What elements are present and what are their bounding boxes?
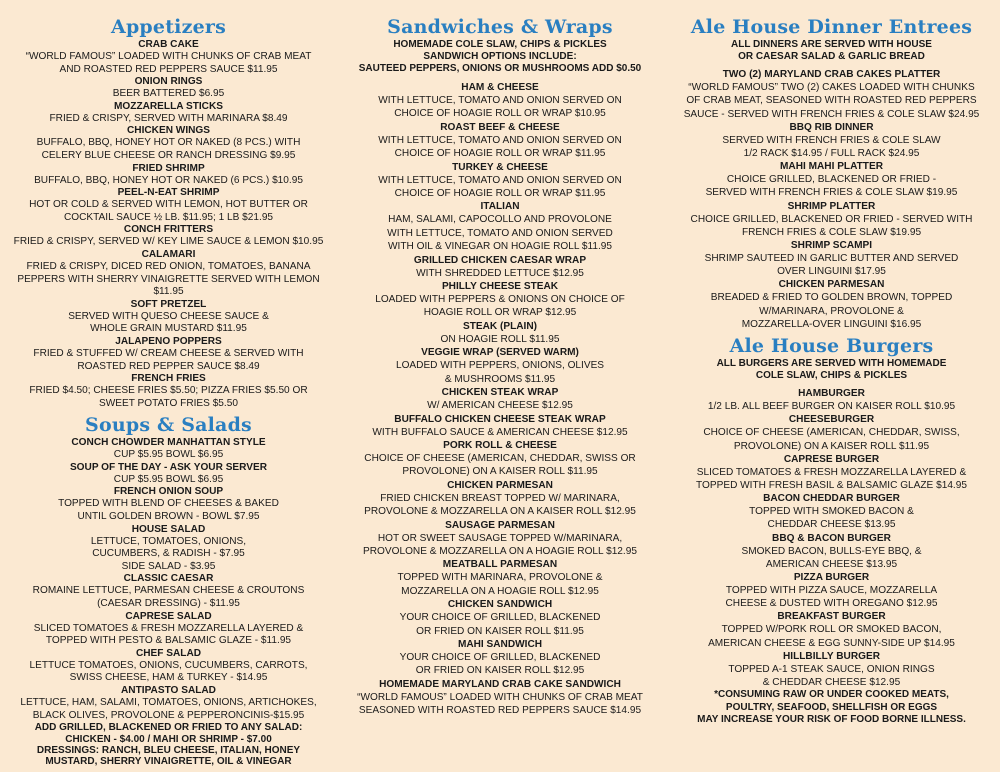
menu-item-description: LETTUCE, TOMATOES, ONIONS, CUCUMBERS, & RADISH - $7.95 SIDE SALAD - $3.95 xyxy=(90,535,247,572)
menu-item xyxy=(339,413,661,439)
menu-item-name: CLASSIC CAESAR xyxy=(123,573,214,585)
menu-item xyxy=(339,386,661,412)
menu-item-description: BEER BATTERED $6.95 xyxy=(112,88,225,100)
menu-item-name: CRAB CAKE xyxy=(138,39,199,50)
menu-item-description: BUFFALO, BBQ, HONEY HOT OR NAKED (6 PCS.) $10.95 xyxy=(34,174,303,186)
menu-item-name: MEATBALL PARMESAN xyxy=(442,559,558,571)
menu-item xyxy=(339,439,661,479)
menu-item xyxy=(10,249,327,299)
section-note: ADD GRILLED, BLACKENED OR FRIED TO ANY SALAD: CHICKEN - $4.00 / MAHI OR SHRIMP - $7.00 DRESSINGS: RANCH, BLEU CHEESE, ITALIAN, HONEY MUSTARD, SHERRY VINAIGRETTE, OIL & VINEGAR xyxy=(34,722,303,768)
section-note: *CONSUMING RAW OR UNDER COOKED MEATS, POULTRY, SEAFOOD, SHELLFISH OR EGGS MAY INCREASE YOUR RISK OF FOOD BORNE ILLNESS. xyxy=(697,689,966,726)
menu-item-name: ANTIPASTO SALAD xyxy=(121,685,216,696)
menu-item-description: BREADED & FRIED TO GOLDEN BROWN, TOPPED W/MARINARA, PROVOLONE & MOZZARELLA-OVER LINGUINI $16.95 xyxy=(710,292,953,330)
menu-item-name: CHICKEN STEAK WRAP xyxy=(441,387,559,399)
menu-item-description: CUP $5.95 BOWL $6.95 xyxy=(113,473,224,485)
menu-item-description: TOPPED A-1 STEAK SAUCE, ONION RINGS & CHEDDAR CHEESE $12.95 xyxy=(728,663,935,689)
menu-item-name: ONION RINGS xyxy=(134,76,203,88)
menu-item-name: CAPRESE BURGER xyxy=(783,453,880,465)
menu-item-name: CONCH CHOWDER MANHATTAN STYLE xyxy=(71,437,266,449)
menu-item-description: HOT OR COLD & SERVED WITH LEMON, HOT BUTTER OR COCKTAIL SAUCE ½ LB. $11.95; 1 LB $21.95 xyxy=(29,199,308,223)
menu-item-description: SERVED WITH FRENCH FRIES & COLE SLAW 1/2 RACK $14.95 / FULL RACK $24.95 xyxy=(722,134,941,159)
menu-item-name: FRENCH ONION SOUP xyxy=(113,486,224,498)
menu-item-name: STEAK (PLAIN) xyxy=(462,320,538,332)
menu-item-description: FRIED & STUFFED W/ CREAM CHEESE & SERVED WITH ROASTED RED PEPPER SAUCE $8.49 xyxy=(33,347,304,372)
menu-item-name: FRIED SHRIMP xyxy=(132,162,205,174)
menu-item-name: CAPRESE SALAD xyxy=(125,610,212,622)
menu-item-description: LOADED WITH PEPPERS, ONIONS, OLIVES & MUSHROOMS $11.95 xyxy=(395,360,605,385)
menu-item xyxy=(10,437,327,462)
section-intro-line: SANDWICH OPTIONS INCLUDE: xyxy=(423,51,577,62)
menu-item-name: CONCH FRITTERS xyxy=(123,224,214,236)
menu-item xyxy=(339,161,661,201)
menu-item-description: WITH BUFFALO SAUCE & AMERICAN CHEESE $12.95 xyxy=(372,426,628,438)
menu-item xyxy=(673,571,990,610)
menu-item-name: SOUP OF THE DAY - ASK YOUR SERVER xyxy=(69,461,268,473)
section-intro-line: COLE SLAW, CHIPS & PICKLES xyxy=(755,369,908,381)
menu-item-name: MAHI SANDWICH xyxy=(457,638,543,650)
menu-item-description: FRIED & CRISPY, DICED RED ONION, TOMATOES, BANANA PEPPERS WITH SHERRY VINAIGRETTE SERVED WITH LEMON $11.95 xyxy=(17,260,320,298)
menu-item xyxy=(10,648,327,685)
menu-item-name: TWO (2) MARYLAND CRAB CAKES PLATTER xyxy=(722,69,941,81)
menu-item-description: FRIED & CRISPY, SERVED W/ KEY LIME SAUCE & LEMON $10.95 xyxy=(13,236,324,248)
menu-item-name: CHICKEN WINGS xyxy=(127,125,210,137)
menu-item xyxy=(339,479,661,519)
section-title: Soups & Salads xyxy=(85,414,252,437)
menu-column-3 xyxy=(667,0,1000,772)
menu-item-name: BBQ & BACON BURGER xyxy=(772,532,891,544)
menu-item-name: VEGGIE WRAP (SERVED WARM) xyxy=(421,347,579,359)
menu-item-description: CHOICE GRILLED, BLACKENED OR FRIED - SERVED WITH FRENCH FRIES & COLE SLAW $19.95 xyxy=(690,213,973,238)
menu-item-name: CALAMARI xyxy=(141,248,196,260)
menu-item-description: TOPPED WITH SMOKED BACON & CHEDDAR CHEESE $13.95 xyxy=(749,506,914,531)
menu-item xyxy=(10,373,327,410)
menu-item xyxy=(339,81,661,121)
menu-item xyxy=(673,532,990,571)
menu-item-description: YOUR CHOICE OF GRILLED, BLACKENED OR FRIED ON KAISER ROLL $12.95 xyxy=(399,651,601,677)
menu-item-name: ITALIAN xyxy=(480,201,520,213)
section-title: Sandwiches & Wraps xyxy=(387,16,613,38)
menu-item xyxy=(673,453,990,492)
menu-item-description: TOPPED W/PORK ROLL OR SMOKED BACON, AMERICAN CHEESE & EGG SUNNY-SIDE UP $14.95 xyxy=(708,624,955,649)
menu-item xyxy=(339,346,661,386)
menu-item-description: LOADED WITH PEPPERS & ONIONS ON CHOICE OF HOAGIE ROLL OR WRAP $12.95 xyxy=(375,294,625,319)
menu-item xyxy=(673,121,990,160)
menu-item xyxy=(673,492,990,531)
menu-item-name: SOFT PRETZEL xyxy=(130,298,207,310)
menu-item-name: BACON CHEDDAR BURGER xyxy=(763,493,900,505)
menu-item xyxy=(339,200,661,253)
menu-item-description: CHOICE OF CHEESE (AMERICAN, CHEDDAR, SWISS, PROVOLONE) ON A KAISER ROLL $11.95 xyxy=(703,427,960,452)
menu-item-description: 1/2 LB. ALL BEEF BURGER ON KAISER ROLL $10.95 xyxy=(707,401,956,413)
menu-item xyxy=(10,101,327,126)
menu-item-name: PORK ROLL & CHEESE xyxy=(443,439,557,451)
menu-item-name: TURKEY & CHEESE xyxy=(452,161,548,173)
menu-item xyxy=(10,224,327,249)
menu-item-description: LETTUCE TOMATOES, ONIONS, CUCUMBERS, CARROTS, SWISS CHEESE, HAM & TURKEY - $14.95 xyxy=(29,659,308,684)
menu-item-description: “WORLD FAMOUS” LOADED WITH CHUNKS OF CRAB MEAT AND ROASTED RED PEPPERS SAUCE $11.95 xyxy=(25,51,312,75)
menu-item xyxy=(339,558,661,598)
menu-item xyxy=(339,254,661,280)
section-intro-line: ALL BURGERS ARE SERVED WITH HOMEMADE xyxy=(716,358,947,370)
menu-item xyxy=(10,39,327,76)
menu-item-description: “WORLD FAMOUS” LOADED WITH CHUNKS OF CRAB MEAT SEASONED WITH ROASTED RED PEPPERS SAUCE $14.95 xyxy=(357,691,643,717)
menu-item-name: MOZZARELLA STICKS xyxy=(114,100,223,112)
menu-item-name: HILLBILLY BURGER xyxy=(782,650,881,662)
menu-item-description: W/ AMERICAN CHEESE $12.95 xyxy=(427,400,573,412)
menu-item xyxy=(10,125,327,162)
menu-item-description: FRIED $4.50; CHEESE FRIES $5.50; PIZZA FRIES $5.50 OR SWEET POTATO FRIES $5.50 xyxy=(29,385,308,409)
menu-item xyxy=(10,187,327,224)
menu-item-name: CHICKEN SANDWICH xyxy=(447,599,553,611)
menu-item-description: TOPPED WITH BLEND OF CHEESES & BAKED UNTIL GOLDEN BROWN - BOWL $7.95 xyxy=(58,498,279,523)
menu-item-description: TOPPED WITH MARINARA, PROVOLONE & MOZZARELLA ON A HOAGIE ROLL $12.95 xyxy=(397,572,603,597)
menu-item-description: HAM, SALAMI, CAPOCOLLO AND PROVOLONE WITH LETTUCE, TOMATO AND ONION SERVED WITH OIL & VINEGAR ON HOAGIE ROLL $11.95 xyxy=(387,214,613,253)
menu-item-description: BUFFALO, BBQ, HONEY HOT OR NAKED (8 PCS.) WITH CELERY BLUE CHEESE OR RANCH DRESSING $9.95 xyxy=(36,137,301,161)
section-title: Appetizers xyxy=(111,16,226,38)
menu-item-description: YOUR CHOICE OF GRILLED, BLACKENED OR FRIED ON KAISER ROLL $11.95 xyxy=(399,612,601,637)
menu-section-ale-house-dinner-entrees xyxy=(673,16,990,331)
menu-item-name: PEEL-N-EAT SHRIMP xyxy=(117,187,220,199)
menu-item xyxy=(10,573,327,610)
section-intro-line: SAUTEED PEPPERS, ONIONS OR MUSHROOMS ADD $0.50 xyxy=(358,63,642,74)
menu-item-name: HOMEMADE MARYLAND CRAB CAKE SANDWICH xyxy=(379,678,621,690)
menu-item-name: SAUSAGE PARMESAN xyxy=(445,519,555,531)
menu-item-description: WITH LETTUCE, TOMATO AND ONION SERVED ON CHOICE OF HOAGIE ROLL OR WRAP $11.95 xyxy=(378,134,622,160)
menu-item xyxy=(673,239,990,278)
menu-item-name: CHEESEBURGER xyxy=(788,414,875,426)
menu-item xyxy=(10,524,327,574)
menu-item xyxy=(673,278,990,331)
menu-section-appetizers xyxy=(10,16,327,410)
menu-item-name: CHICKEN PARMESAN xyxy=(778,279,885,291)
menu-item-description: ROMAINE LETTUCE, PARMESAN CHEESE & CROUTONS (CAESAR DRESSING) - $11.95 xyxy=(32,585,305,610)
menu-item xyxy=(673,610,990,649)
menu-item-name: ROAST BEEF & CHEESE xyxy=(440,121,560,133)
menu-item xyxy=(673,200,990,239)
section-intro-line: ALL DINNERS ARE SERVED WITH HOUSE xyxy=(731,39,932,50)
menu-item xyxy=(339,280,661,320)
menu-item xyxy=(10,336,327,373)
menu-item-description: SHRIMP SAUTEED IN GARLIC BUTTER AND SERVED OVER LINGUINI $17.95 xyxy=(704,253,959,278)
menu-item-description: ON HOAGIE ROLL $11.95 xyxy=(440,333,560,345)
menu-item-description: HOT OR SWEET SAUSAGE TOPPED W/MARINARA, PROVOLONE & MOZZARELLA ON A HOAGIE ROLL $12.95 xyxy=(363,532,637,557)
menu-item-name: HAMBURGER xyxy=(798,388,865,400)
menu-item-name: HOUSE SALAD xyxy=(131,523,206,535)
menu-item xyxy=(673,413,990,452)
menu-item-name: SHRIMP SCAMPI xyxy=(790,240,873,252)
menu-item xyxy=(673,387,990,413)
menu-item-description: SLICED TOMATOES & FRESH MOZZARELLA LAYERED & TOPPED WITH PESTO & BALSAMIC GLAZE - $11.95 xyxy=(33,622,304,647)
menu-item xyxy=(339,638,661,678)
menu-item xyxy=(339,678,661,718)
menu-item xyxy=(339,519,661,559)
section-intro-line: OR CAESAR SALAD & GARLIC BREAD xyxy=(738,50,925,62)
menu-item xyxy=(10,611,327,648)
menu-item-description: CHOICE OF CHEESE (AMERICAN, CHEDDAR, SWISS OR PROVOLONE) ON A KAISER ROLL $11.95 xyxy=(364,452,636,478)
menu-item-name: FRENCH FRIES xyxy=(131,373,206,385)
menu-item-description: FRIED CHICKEN BREAST TOPPED W/ MARINARA, PROVOLONE & MOZZARELLA ON A KAISER ROLL $12.95 xyxy=(364,492,636,518)
menu-item xyxy=(10,486,327,523)
menu-item-description: FRIED & CRISPY, SERVED WITH MARINARA $8.49 xyxy=(49,112,288,124)
menu-item-description: SLICED TOMATOES & FRESH MOZZARELLA LAYERED & TOPPED WITH FRESH BASIL & BALSAMIC GLAZE $14.95 xyxy=(696,466,967,492)
menu-item xyxy=(10,299,327,336)
menu-item-description: SERVED WITH QUESO CHEESE SAUCE & WHOLE GRAIN MUSTARD $11.95 xyxy=(68,310,269,335)
menu-item xyxy=(10,76,327,101)
menu-item-description: CHOICE GRILLED, BLACKENED OR FRIED - SERVED WITH FRENCH FRIES & COLE SLAW $19.95 xyxy=(705,174,958,199)
menu-column-1 xyxy=(0,0,333,772)
menu-item xyxy=(339,598,661,638)
menu-item-name: BUFFALO CHICKEN CHEESE STEAK WRAP xyxy=(394,413,606,425)
menu-item xyxy=(339,121,661,161)
menu-item-name: PHILLY CHEESE STEAK xyxy=(441,281,559,293)
menu-item-name: MAHI MAHI PLATTER xyxy=(780,161,883,173)
menu-item-name: HAM & CHEESE xyxy=(461,82,539,93)
menu-item-description: WITH LETTUCE, TOMATO AND ONION SERVED ON CHOICE OF HOAGIE ROLL OR WRAP $11.95 xyxy=(378,174,622,200)
menu-section-soups-salads xyxy=(10,414,327,768)
menu-item xyxy=(673,160,990,199)
menu-item xyxy=(339,320,661,346)
menu-item-name: GRILLED CHICKEN CAESAR WRAP xyxy=(413,254,587,266)
menu-section-ale-house-burgers xyxy=(673,335,990,727)
menu-item-name: BREAKFAST BURGER xyxy=(777,611,886,623)
menu-item-description: “WORLD FAMOUS” TWO (2) CAKES LOADED WITH CHUNKS OF CRAB MEAT, SEASONED WITH ROASTED RED PEPPERS SAUCE - SERVED WITH FRENCH FRIES & COLE SLAW $24.95 xyxy=(683,82,980,120)
menu-item-description: LETTUCE, HAM, SALAMI, TOMATOES, ONIONS, ARTICHOKES, BLACK OLIVES, PROVOLONE & PEPPERONCINIS-$15.95 xyxy=(20,697,317,721)
menu-item-name: CHICKEN PARMESAN xyxy=(447,479,553,491)
menu-item-name: PIZZA BURGER xyxy=(793,572,870,584)
menu-item-description: SMOKED BACON, BULLS-EYE BBQ, & AMERICAN CHEESE $13.95 xyxy=(741,545,922,570)
menu-column-2 xyxy=(333,0,667,772)
menu-item-description: TOPPED WITH PIZZA SAUCE, MOZZARELLA CHEESE & DUSTED WITH OREGANO $12.95 xyxy=(725,585,938,610)
menu-item-name: SHRIMP PLATTER xyxy=(787,200,876,212)
menu-section-sandwiches-wraps xyxy=(339,16,661,718)
menu-item xyxy=(10,163,327,188)
menu-item xyxy=(10,685,327,722)
menu-item-description: WITH SHREDDED LETTUCE $12.95 xyxy=(416,267,584,279)
section-intro-line: HOMEMADE COLE SLAW, CHIPS & PICKLES xyxy=(393,39,607,50)
menu-item xyxy=(10,462,327,487)
menu-item xyxy=(673,650,990,689)
menu-item-name: JALAPENO POPPERS xyxy=(115,335,222,347)
menu-item xyxy=(673,68,990,121)
section-title: Ale House Burgers xyxy=(729,335,934,358)
menu-item-name: CHEF SALAD xyxy=(135,647,202,659)
menu-item-description: CUP $5.95 BOWL $6.95 xyxy=(113,449,224,461)
menu-item-name: BBQ RIB DINNER xyxy=(789,121,874,133)
section-title: Ale House Dinner Entrees xyxy=(690,16,973,38)
menu-item-description: WITH LETTUCE, TOMATO AND ONION SERVED ON CHOICE OF HOAGIE ROLL OR WRAP $10.95 xyxy=(378,95,622,120)
